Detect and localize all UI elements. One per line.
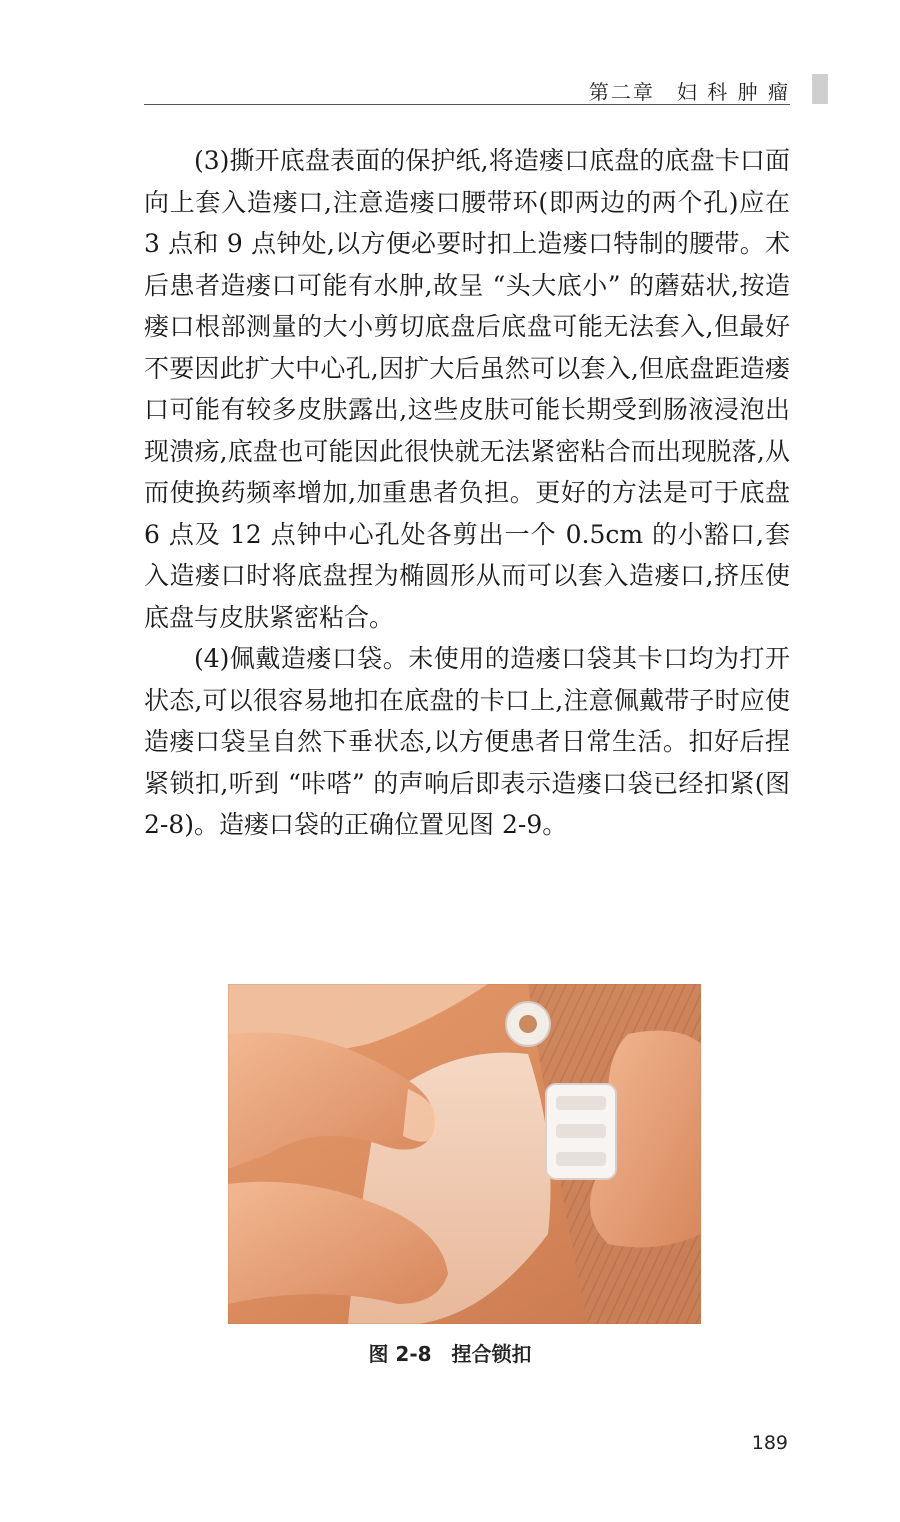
paragraph-step-4: (4)佩戴造瘘口袋。未使用的造瘘口袋其卡口均为打开状态,可以很容易地扣在底盘的卡口上,注意佩戴带子时应使造瘘口袋呈自然下垂状态,以方便患者日常生活。扣好后捏紧锁扣,听到 “咔嗒” 的声响后即表示造瘘口袋已经扣紧(图 2-8)。造瘘口袋的正确位置见图 2-9。 <box>144 644 790 839</box>
photo-closing-clip <box>228 984 701 1324</box>
thumb-tab <box>812 74 828 104</box>
paragraph-step-3: (3)撕开底盘表面的保护纸,将造瘘口底盘的底盘卡口面向上套入造瘘口,注意造瘘口腰带环(即两边的两个孔)应在 3 点和 9 点钟处,以方便必要时扣上造瘘口特制的腰带。术后患者造瘘口可能有水肿,故呈 “头大底小” 的蘑菇状,按造瘘口根部测量的大小剪切底盘后底盘可能无法套入,但最好不要因此扩大中心孔,因扩大后虽然可以套入,但底盘距造瘘口可能有较多皮肤露出,这些皮肤可能长期受到肠液浸泡出现溃疡,底盘也可能因此很快就无法紧密粘合而出现脱落,从而使换药频率增加,加重患者负担。更好的方法是可于底盘 6 点及 12 点钟中心孔处各剪出一个 0.5cm 的小豁口,套入造瘘口时将底盘捏为椭圆形从而可以套入造瘘口,挤压使底盘与皮肤紧密粘合。 <box>144 146 790 632</box>
body-text <box>144 140 790 846</box>
page-number: 189 <box>751 1432 788 1454</box>
running-head <box>144 72 790 105</box>
figure-photo <box>228 984 701 1324</box>
figure-caption: 图 2-8 捏合锁扣 <box>368 1342 532 1366</box>
chapter-title: 第二章 妇 科 肿 瘤 <box>588 80 790 104</box>
